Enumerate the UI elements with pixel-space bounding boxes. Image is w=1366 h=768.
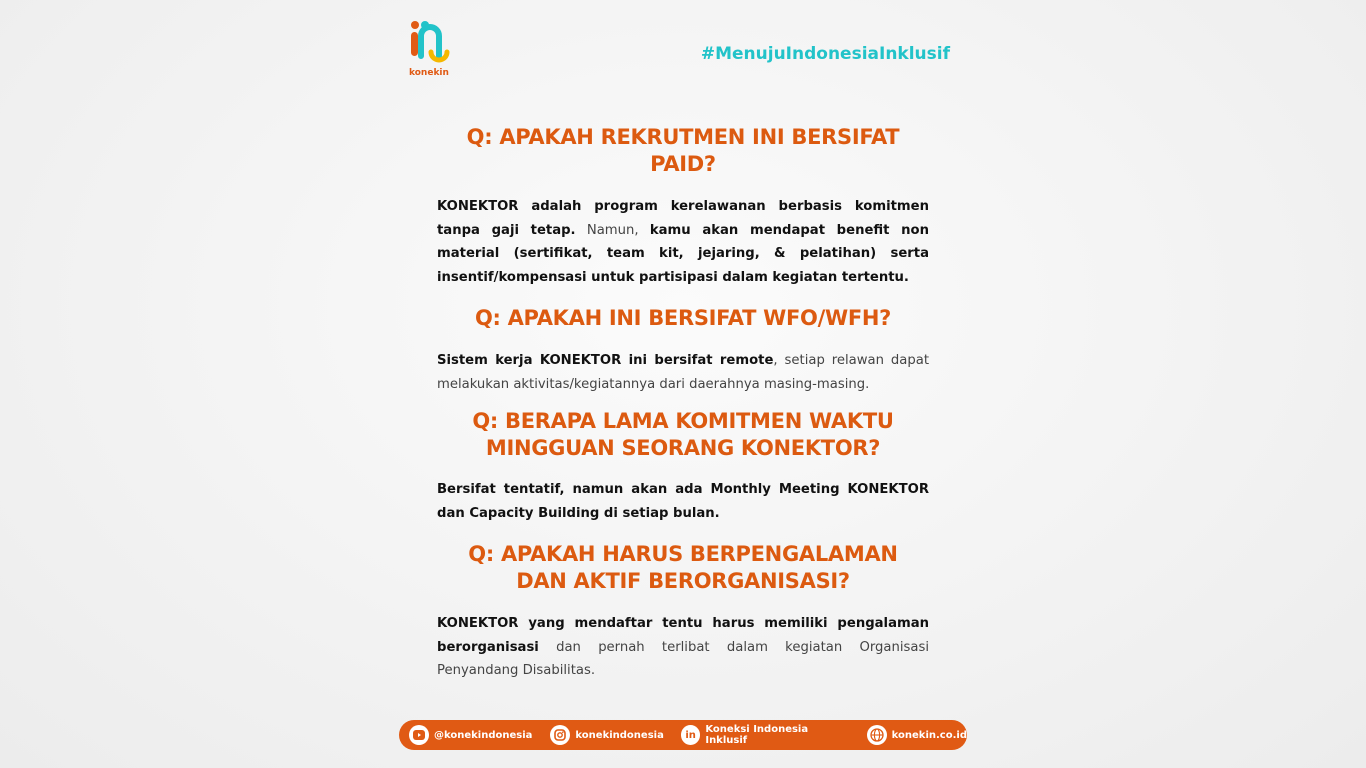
- faq-answer: [437, 612, 929, 683]
- logo-text: konekin: [409, 68, 449, 78]
- faq-item: [437, 124, 929, 289]
- faq-item: [437, 408, 929, 525]
- linkedin-icon: in: [681, 725, 701, 745]
- globe-icon: [867, 725, 887, 745]
- faq-item: [437, 305, 929, 396]
- website-url: konekin.co.id: [891, 729, 967, 741]
- instagram-icon: [550, 725, 570, 745]
- faq-content: [437, 124, 929, 683]
- answer-text-bold: kamu akan mendapat benefit non material (sertifikat, team kit, jejaring, & pelatihan) serta insentif/kompensasi untuk partisipasi dalam kegiatan tertentu.: [437, 222, 929, 285]
- social-footer: [399, 720, 967, 750]
- linkedin-name: Koneksi Indonesia Inklusif: [705, 724, 809, 746]
- answer-text: Namun,: [575, 222, 650, 238]
- answer-text-bold: Sistem kerja KONEKTOR ini bersifat remote: [437, 353, 774, 368]
- instagram-link[interactable]: [550, 725, 663, 745]
- faq-answer: [437, 349, 929, 396]
- faq-question: Q: APAKAH HARUS BERPENGALAMAN DAN AKTIF BERORGANISASI?: [468, 542, 898, 593]
- answer-text-bold: KONEKTOR adalah program kerelawanan berbasis komitmen tanpa gaji tetap.: [437, 199, 929, 238]
- website-link[interactable]: [867, 725, 967, 745]
- youtube-icon: [409, 725, 429, 745]
- youtube-link[interactable]: [409, 725, 532, 745]
- answer-text-bold: KONEKTOR yang mendaftar tentu harus memiliki pengalaman berorganisasi: [437, 616, 929, 655]
- faq-answer: [437, 195, 929, 289]
- youtube-handle: @konekindonesia: [434, 729, 533, 741]
- answer-text: dan pernah terlibat dalam kegiatan Organisasi Penyandang Disabilitas.: [437, 639, 929, 678]
- faq-question: Q: APAKAH INI BERSIFAT WFO/WFH?: [474, 306, 892, 330]
- konekin-logo: [409, 20, 453, 80]
- faq-answer: [437, 478, 929, 525]
- answer-text: , setiap relawan dapat melakukan aktivitas/kegiatannya dari daerahnya masing-masing.: [437, 353, 929, 392]
- answer-text-bold: Bersifat tentatif, namun akan ada Monthly Meeting KONEKTOR dan Capacity Building di setiap bulan.: [437, 482, 929, 521]
- faq-question: Q: BERAPA LAMA KOMITMEN WAKTU MINGGUAN SEORANG KONEKTOR?: [472, 409, 894, 460]
- faq-item: [437, 541, 929, 683]
- instagram-handle: konekindonesia: [575, 729, 664, 741]
- linkedin-link[interactable]: [681, 724, 850, 746]
- hashtag: #MenujuIndonesiaInklusif: [700, 44, 950, 64]
- faq-question: Q: APAKAH REKRUTMEN INI BERSIFAT PAID?: [466, 125, 900, 176]
